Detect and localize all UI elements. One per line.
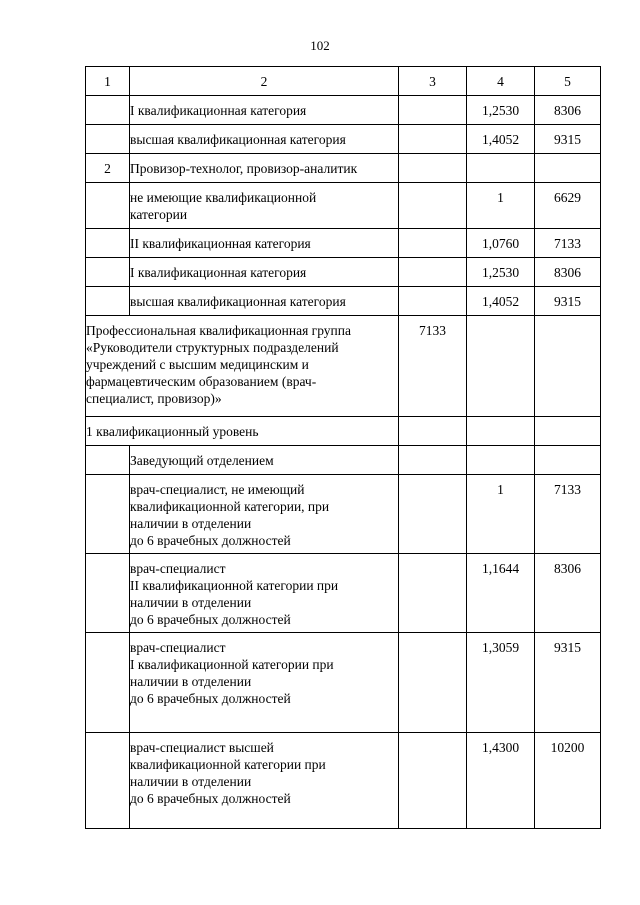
coefficient: 1 bbox=[467, 183, 535, 229]
base-salary: 7133 bbox=[399, 316, 467, 417]
row-number-cell bbox=[86, 96, 130, 125]
position-name: высшая квалификационная категория bbox=[130, 287, 399, 316]
salary: 9315 bbox=[535, 633, 601, 733]
salary-cell bbox=[535, 316, 601, 417]
table-row bbox=[86, 316, 601, 417]
row-number-cell bbox=[86, 446, 130, 475]
row-number-cell bbox=[86, 633, 130, 733]
base-salary-cell bbox=[399, 475, 467, 554]
table-row bbox=[86, 446, 601, 475]
table-row bbox=[86, 229, 601, 258]
table-row bbox=[86, 183, 601, 229]
table-row bbox=[86, 154, 601, 183]
table-row bbox=[86, 258, 601, 287]
position-name: врач-специалист II квалификационной категории при наличии в отделении до 6 врачебных должностей bbox=[130, 554, 399, 633]
base-salary-cell bbox=[399, 733, 467, 829]
row-number-cell bbox=[86, 229, 130, 258]
header-cell: 3 bbox=[399, 67, 467, 96]
coefficient: 1 bbox=[467, 475, 535, 554]
base-salary-cell bbox=[399, 154, 467, 183]
row-number-cell bbox=[86, 287, 130, 316]
coefficient-cell bbox=[467, 154, 535, 183]
header-cell: 2 bbox=[130, 67, 399, 96]
base-salary-cell bbox=[399, 554, 467, 633]
coefficient-cell bbox=[467, 417, 535, 446]
base-salary-cell bbox=[399, 96, 467, 125]
header-cell: 5 bbox=[535, 67, 601, 96]
salary-cell bbox=[535, 446, 601, 475]
row-number-cell bbox=[86, 183, 130, 229]
table-row bbox=[86, 554, 601, 633]
base-salary-cell bbox=[399, 417, 467, 446]
base-salary-cell bbox=[399, 229, 467, 258]
coefficient: 1,4052 bbox=[467, 287, 535, 316]
position-name: врач-специалист, не имеющий квалификационной категории, при наличии в отделении до 6 врачебных должностей bbox=[130, 475, 399, 554]
coefficient: 1,2530 bbox=[467, 258, 535, 287]
coefficient: 1,3059 bbox=[467, 633, 535, 733]
salary-cell bbox=[535, 417, 601, 446]
position-name: II квалификационная категория bbox=[130, 229, 399, 258]
table-row bbox=[86, 96, 601, 125]
base-salary-cell bbox=[399, 183, 467, 229]
base-salary-cell bbox=[399, 633, 467, 733]
salary: 7133 bbox=[535, 475, 601, 554]
salary: 7133 bbox=[535, 229, 601, 258]
position-name: I квалификационная категория bbox=[130, 258, 399, 287]
salary: 8306 bbox=[535, 96, 601, 125]
position-name: высшая квалификационная категория bbox=[130, 125, 399, 154]
base-salary-cell bbox=[399, 287, 467, 316]
row-number-cell bbox=[86, 125, 130, 154]
coefficient: 1,1644 bbox=[467, 554, 535, 633]
coefficient-cell bbox=[467, 316, 535, 417]
level-title: 1 квалификационный уровень bbox=[86, 417, 399, 446]
table-row bbox=[86, 287, 601, 316]
salary: 6629 bbox=[535, 183, 601, 229]
row-number-cell bbox=[86, 554, 130, 633]
group-title: Профессиональная квалификационная группа «Руководители структурных подразделений учреждений с высшим медицинским и фармацевтическим образованием (врач- специалист, провизор)» bbox=[86, 316, 399, 417]
row-number: 2 bbox=[86, 154, 130, 183]
position-name: I квалификационная категория bbox=[130, 96, 399, 125]
page-number: 102 bbox=[310, 38, 330, 53]
coefficient: 1,0760 bbox=[467, 229, 535, 258]
base-salary-cell bbox=[399, 446, 467, 475]
base-salary-cell bbox=[399, 125, 467, 154]
row-number-cell bbox=[86, 258, 130, 287]
coefficient-cell bbox=[467, 446, 535, 475]
position-name: не имеющие квалификационной категории bbox=[130, 183, 399, 229]
salary: 10200 bbox=[535, 733, 601, 829]
coefficient: 1,2530 bbox=[467, 96, 535, 125]
base-salary-cell bbox=[399, 258, 467, 287]
salary-table bbox=[85, 66, 601, 829]
position-name: врач-специалист I квалификационной категории при наличии в отделении до 6 врачебных должностей bbox=[130, 633, 399, 733]
salary-cell bbox=[535, 154, 601, 183]
header-cell: 4 bbox=[467, 67, 535, 96]
coefficient: 1,4300 bbox=[467, 733, 535, 829]
salary: 8306 bbox=[535, 258, 601, 287]
table-row bbox=[86, 475, 601, 554]
coefficient: 1,4052 bbox=[467, 125, 535, 154]
table-row bbox=[86, 633, 601, 733]
row-number-cell bbox=[86, 733, 130, 829]
table-row bbox=[86, 417, 601, 446]
row-number-cell bbox=[86, 475, 130, 554]
position-name: Провизор-технолог, провизор-аналитик bbox=[130, 154, 399, 183]
table-row bbox=[86, 733, 601, 829]
header-cell: 1 bbox=[86, 67, 130, 96]
header-row bbox=[86, 67, 601, 96]
position-name: врач-специалист высшей квалификационной категории при наличии в отделении до 6 врачебных должностей bbox=[130, 733, 399, 829]
position-name: Заведующий отделением bbox=[130, 446, 399, 475]
salary: 9315 bbox=[535, 287, 601, 316]
salary: 8306 bbox=[535, 554, 601, 633]
table-row bbox=[86, 125, 601, 154]
salary: 9315 bbox=[535, 125, 601, 154]
